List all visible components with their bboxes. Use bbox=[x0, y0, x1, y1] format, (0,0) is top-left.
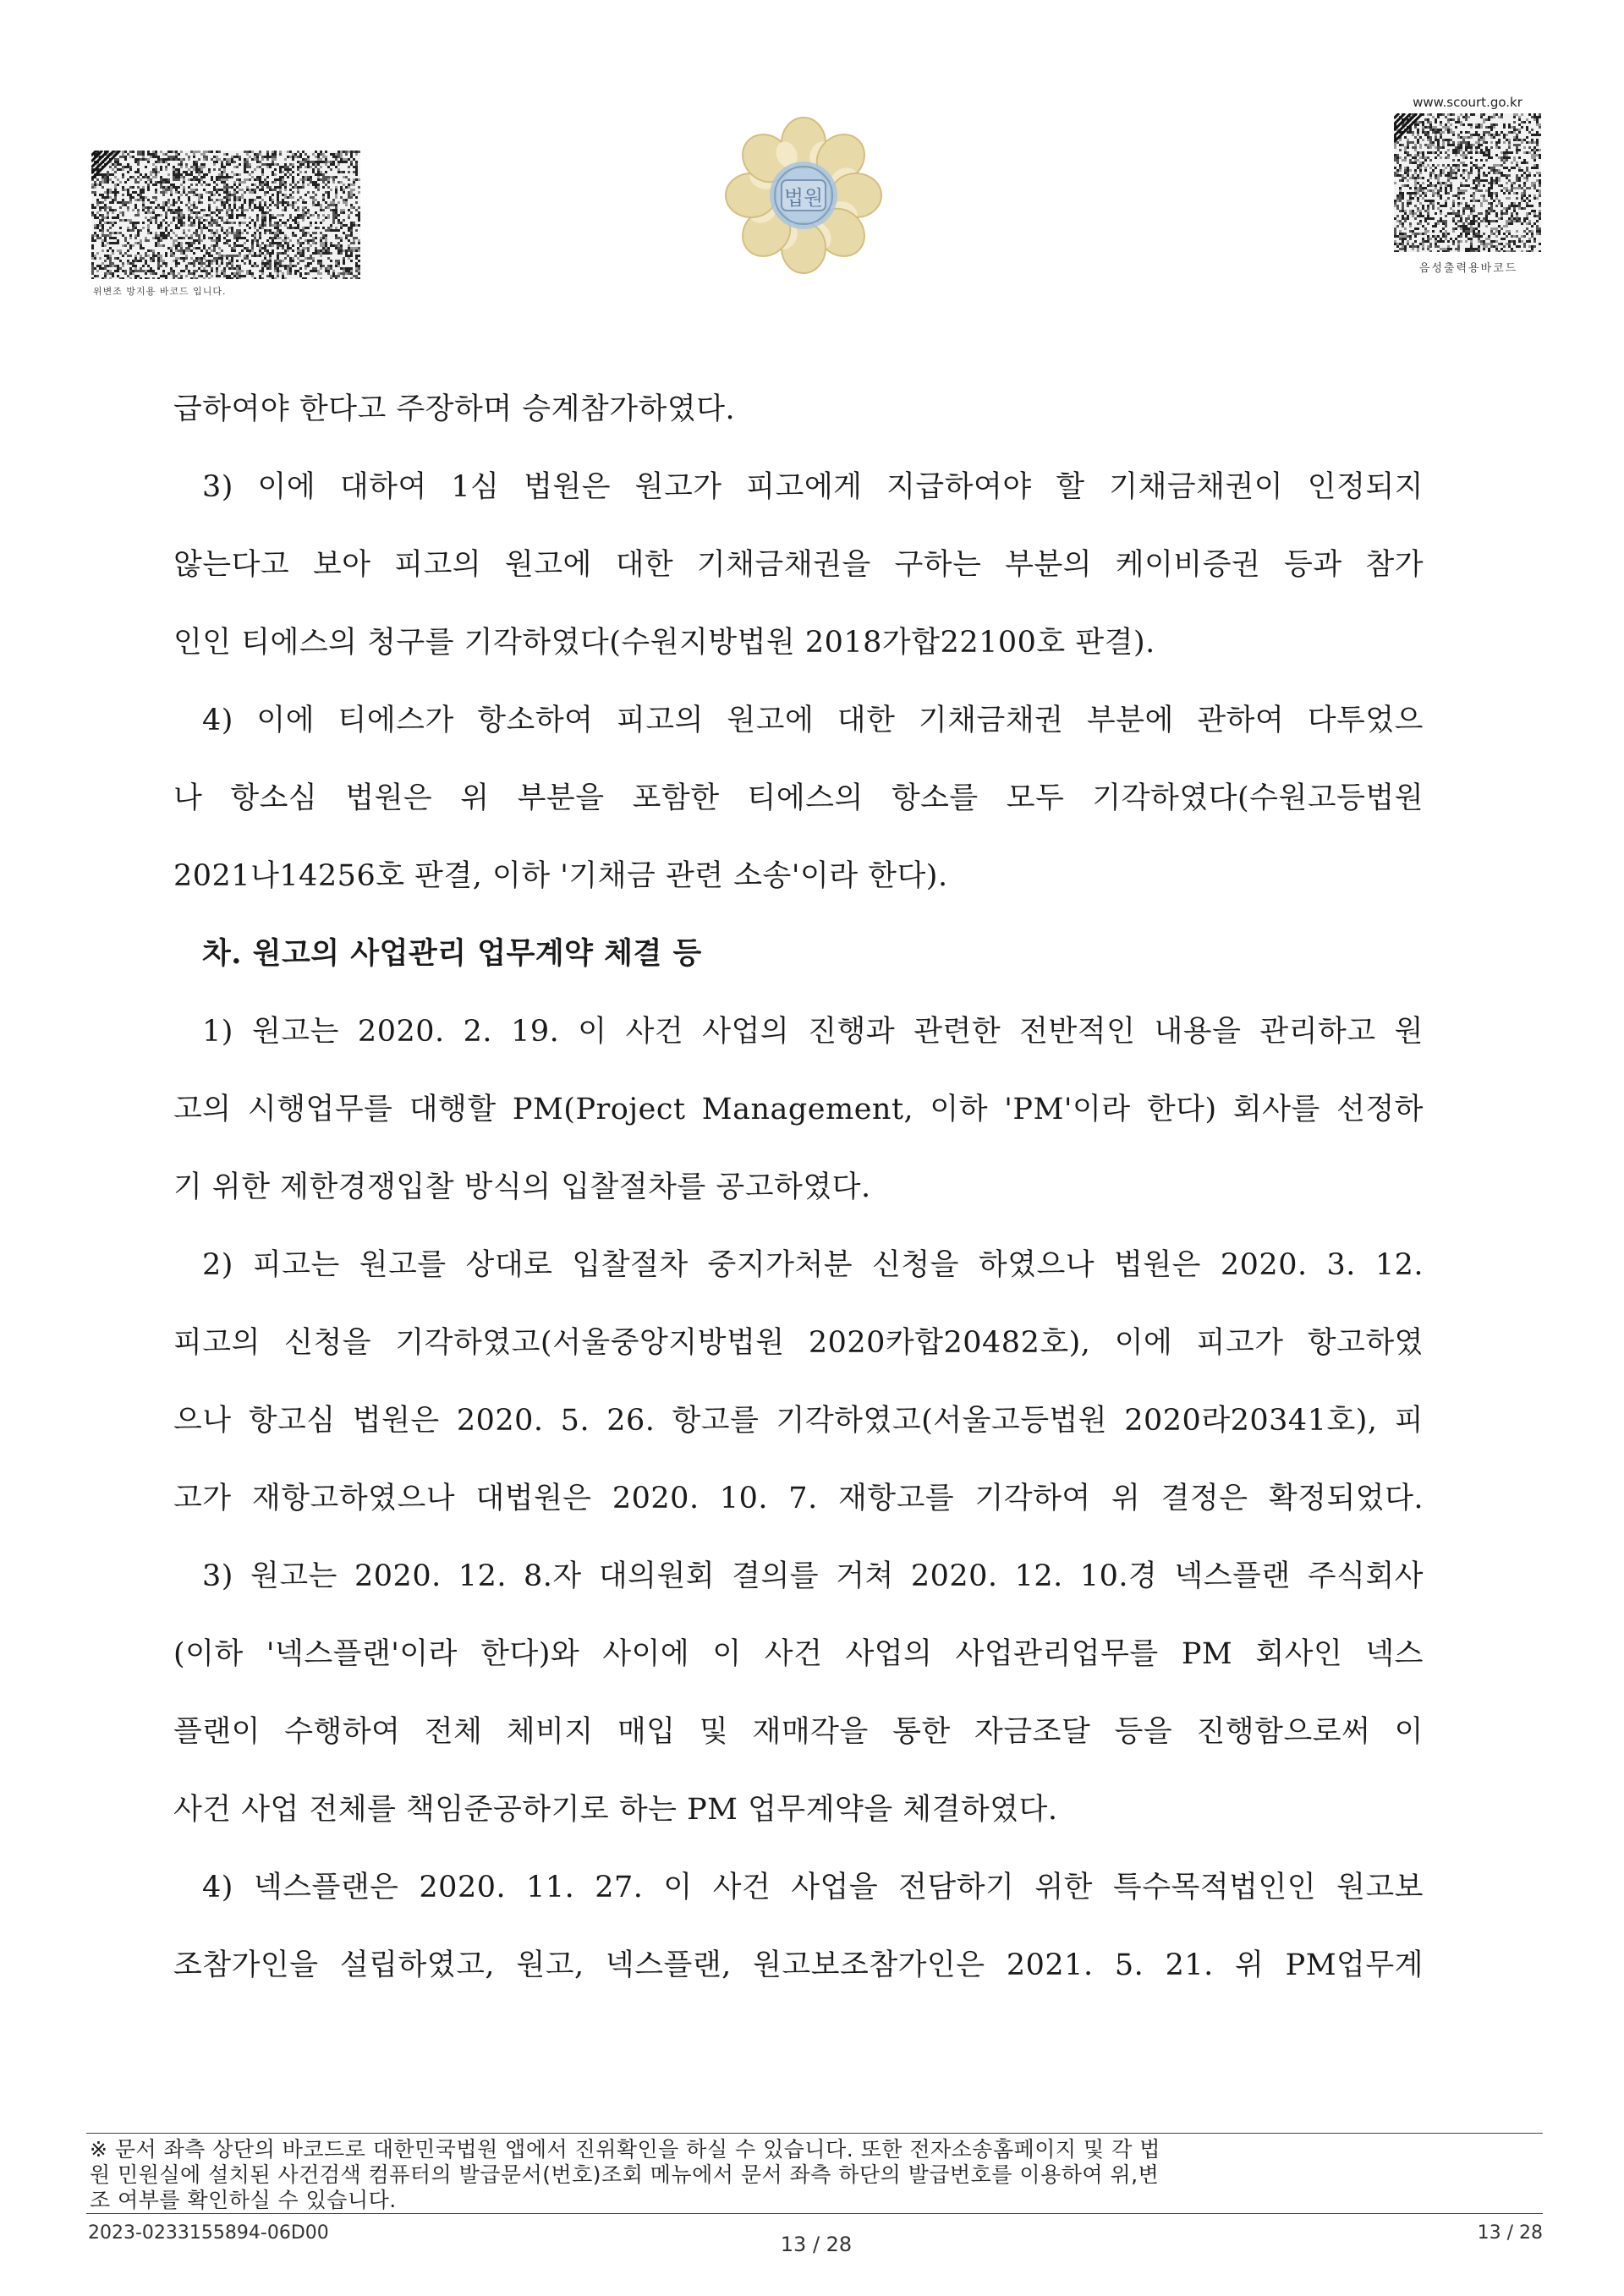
body-line: 기 위한 제한경쟁입찰 방식의 입찰절차를 공고하였다. bbox=[173, 1170, 871, 1204]
body-line: 피고의 신청을 기각하였고(서울중앙지방법원 2020카합20482호), 이에 피고가 항고하였 bbox=[173, 1326, 1424, 1360]
site-url: www.scourt.go.kr bbox=[1413, 95, 1522, 110]
body-line: 사건 사업 전체를 책임준공하기로 하는 PM 업무계약을 체결하였다. bbox=[173, 1793, 1058, 1827]
issue-number: 2023-0233155894-06D00 bbox=[88, 2222, 329, 2244]
body-line: 고의 시행업무를 대행할 PM(Project Management, 이하 'PM'이라 한다) 회사를 선정하 bbox=[173, 1093, 1424, 1126]
body-line: 않는다고 보아 피고의 원고에 대한 기채금채권을 구하는 부분의 케이비증권 등과 참가 bbox=[173, 548, 1424, 582]
voice-output-barcode-caption: 음성출력용바코드 bbox=[1418, 262, 1518, 275]
notice-line: 조 여부를 확인하실 수 있습니다. bbox=[90, 2188, 397, 2212]
body-line: 플랜이 수행하여 전체 체비지 매입 및 재매각을 통한 자금조달 등을 진행함으로써 이 bbox=[173, 1715, 1424, 1749]
page-number-right: 13 / 28 bbox=[1477, 2222, 1543, 2244]
body-line: 3) 원고는 2020. 12. 8.자 대의원회 결의를 거쳐 2020. 12. 10.경 넥스플랜 주식회사 bbox=[202, 1559, 1424, 1593]
body-line: 2) 피고는 원고를 상대로 입찰절차 중지가처분 신청을 하였으나 법원은 2020. 3. 12. bbox=[202, 1248, 1424, 1282]
body-line: 4) 이에 티에스가 항소하여 피고의 원고에 대한 기채금채권 부분에 관하여 다투었으 bbox=[202, 704, 1424, 737]
body-line: 나 항소심 법원은 위 부분을 포함한 티에스의 항소를 모두 기각하였다(수원고등법원 bbox=[173, 781, 1424, 815]
anti-forgery-barcode-caption: 위변조 방지용 바코드 입니다. bbox=[93, 286, 227, 297]
page-number-center: 13 / 28 bbox=[780, 2233, 853, 2256]
body-line: 1) 원고는 2020. 2. 19. 이 사건 사업의 진행과 관련한 전반적인 내용을 관리하고 원 bbox=[202, 1015, 1424, 1049]
anti-forgery-barcode bbox=[91, 151, 360, 279]
seal-label: 법원 bbox=[783, 186, 824, 210]
body-line: (이하 '넥스플랜'이라 한다)와 사이에 이 사건 사업의 사업관리업무를 PM 회사인 넥스 bbox=[173, 1637, 1424, 1671]
notice-line: ※ 문서 좌측 상단의 바코드로 대한민국법원 앱에서 진위확인을 하실 수 있습니다. 또한 전자소송홈페이지 및 각 법 bbox=[90, 2137, 1160, 2162]
notice-line: 원 민원실에 설치된 사건검색 컴퓨터의 발급문서(번호)조회 메뉴에서 문서 좌측 하단의 발급번호를 이용하여 위,변 bbox=[90, 2162, 1160, 2187]
body-line: 인인 티에스의 청구를 기각하였다(수원지방법원 2018가합22100호 판결). bbox=[173, 626, 1155, 660]
voice-output-barcode bbox=[1394, 113, 1541, 252]
body-line: 급하여야 한다고 주장하며 승계참가하였다. bbox=[173, 392, 736, 426]
body-line: 고가 재항고하였으나 대법원은 2020. 10. 7. 재항고를 기각하여 위 결정은 확정되었다. bbox=[173, 1482, 1424, 1515]
body-line: 으나 항고심 법원은 2020. 5. 26. 항고를 기각하였고(서울고등법원 2020라20341호), 피 bbox=[173, 1404, 1424, 1438]
section-heading: 차. 원고의 사업관리 업무계약 체결 등 bbox=[202, 936, 702, 971]
judgment-body-text bbox=[173, 370, 1424, 2004]
body-line: 4) 넥스플랜은 2020. 11. 27. 이 사건 사업을 전담하기 위한 특수목적법인인 원고보 bbox=[202, 1871, 1424, 1904]
verification-notice bbox=[86, 2133, 1543, 2214]
body-line: 2021나14256호 판결, 이하 '기채금 관련 소송'이라 한다). bbox=[173, 859, 948, 893]
body-line: 3) 이에 대하여 1심 법원은 원고가 피고에게 지급하여야 할 기채금채권이 인정되지 bbox=[202, 470, 1424, 504]
body-line: 조참가인을 설립하였고, 원고, 넥스플랜, 원고보조참가인은 2021. 5. 21. 위 PM업무계 bbox=[173, 1948, 1424, 1982]
